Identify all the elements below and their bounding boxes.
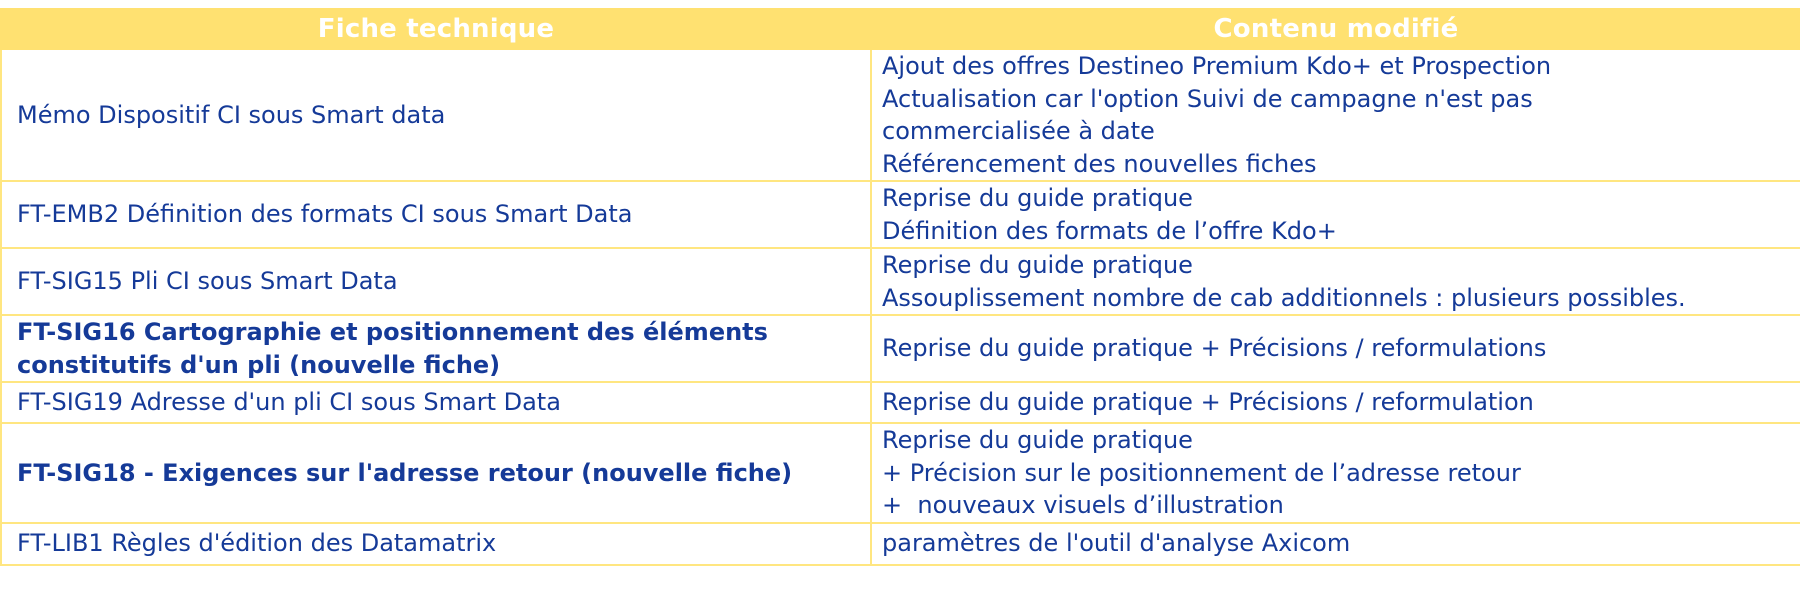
fiche-cell [1,382,871,423]
fiche-cell [1,248,871,315]
contenu-line: paramètres de l'outil d'analyse Axicom [882,529,1351,558]
fiche-name: FT-SIG18 - Exigences sur l'adresse retour (nouvelle fiche) [17,458,793,487]
contenu-cell [871,382,1800,423]
contenu-line: Référencement des nouvelles fiches [882,149,1317,178]
fiche-cell [1,315,871,382]
table-row [1,423,1800,523]
fiche-name: FT-EMB2 Définition des formats CI sous Smart Data [17,200,633,229]
header-row [1,9,1800,49]
fiche-name: FT-SIG19 Adresse d'un pli CI sous Smart Data [17,388,561,417]
contenu-line: + Précision sur le positionnement de l’adresse retour [882,458,1521,487]
contenu-cell [871,248,1800,315]
table-row [1,248,1800,315]
contenu-line: Actualisation car l'option Suivi de campagne n'est pas commercialisée à date [882,84,1533,145]
contenu-cell [871,315,1800,382]
fiche-cell [1,49,871,181]
table-row [1,181,1800,248]
fiche-cell [1,423,871,523]
header-contenu-modifie: Contenu modifié [871,9,1800,49]
table-row [1,315,1800,382]
fiche-cell [1,181,871,248]
header-fiche-technique: Fiche technique [1,9,871,49]
contenu-line: Reprise du guide pratique + Précisions / reformulations [882,334,1547,363]
fiche-cell [1,523,871,565]
fiche-name: FT-SIG16 Cartographie et positionnement des éléments constitutifs d'un pli (nouvelle fiche) [17,318,768,379]
table-row [1,382,1800,423]
contenu-cell [871,181,1800,248]
contenu-line: Reprise du guide pratique + Précisions / reformulation [882,388,1534,417]
table-row [1,523,1800,565]
fiche-name: Mémo Dispositif CI sous Smart data [17,100,446,129]
change-log-table [0,8,1800,566]
contenu-line: Définition des formats de l’offre Kdo+ [882,216,1337,245]
table-row [1,49,1800,181]
contenu-line: + nouveaux visuels d’illustration [882,491,1284,519]
contenu-line: Assouplissement nombre de cab additionnels : plusieurs possibles. [882,283,1686,312]
fiche-name: FT-LIB1 Règles d'édition des Datamatrix [17,529,497,558]
fiche-name: FT-SIG15 Pli CI sous Smart Data [17,267,398,296]
contenu-line: Reprise du guide pratique [882,426,1193,454]
contenu-line: Reprise du guide pratique [882,184,1193,212]
contenu-cell [871,423,1800,523]
contenu-cell [871,523,1800,565]
contenu-line: Reprise du guide pratique [882,251,1193,279]
contenu-cell [871,49,1800,181]
contenu-line: Ajout des offres Destineo Premium Kdo+ et Prospection [882,52,1552,80]
